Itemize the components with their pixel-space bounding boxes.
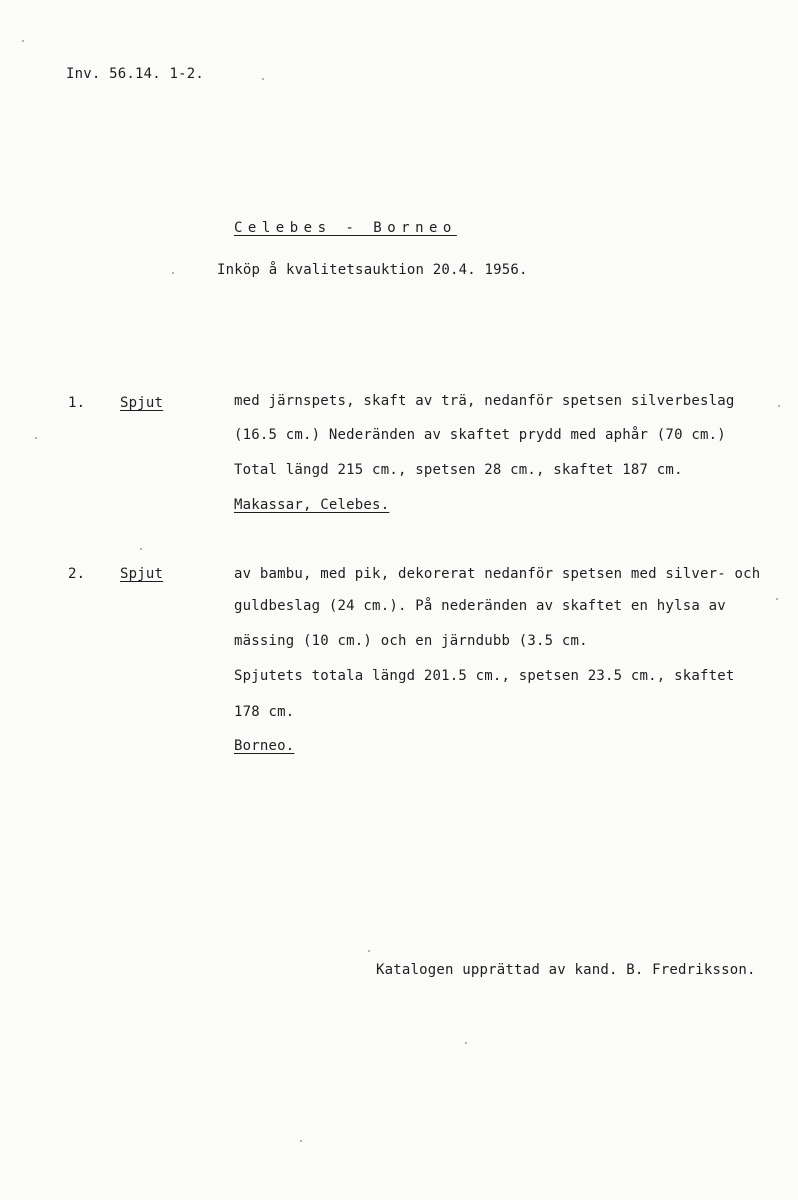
item-description-line: av bambu, med pik, dekorerat nedanför spetsen med silver- och: [234, 566, 761, 582]
item-description-line: 178 cm.: [234, 704, 295, 720]
item-description-line: (16.5 cm.) Nederänden av skaftet prydd med aphår (70 cm.): [234, 427, 726, 443]
item-name: Spjut: [120, 566, 164, 582]
scan-speck: [368, 950, 370, 952]
inventory-number: Inv. 56.14. 1-2.: [66, 66, 205, 82]
item-origin: Borneo.: [234, 738, 295, 754]
item-number: 2.: [68, 566, 86, 582]
document-subtitle: Inköp å kvalitetsauktion 20.4. 1956.: [217, 262, 528, 278]
item-description-line: guldbeslag (24 cm.). På nederänden av skaftet en hylsa av: [234, 598, 726, 614]
item-description-line: Spjutets totala längd 201.5 cm., spetsen 23.5 cm., skaftet: [234, 668, 735, 684]
document-title: Celebes - Borneo: [234, 220, 457, 236]
item-origin: Makassar, Celebes.: [234, 497, 390, 513]
item-description-line: mässing (10 cm.) och en järndubb (3.5 cm.: [234, 633, 588, 649]
item-name: Spjut: [120, 395, 164, 411]
scan-speck: [172, 272, 174, 274]
scan-speck: [465, 1042, 467, 1044]
scan-speck: [140, 548, 142, 550]
item-description-line: med järnspets, skaft av trä, nedanför spetsen silverbeslag: [234, 393, 735, 409]
catalog-footer: Katalogen upprättad av kand. B. Fredriksson.: [376, 962, 756, 978]
item-description-line: Total längd 215 cm., spetsen 28 cm., skaftet 187 cm.: [234, 462, 683, 478]
scan-speck: [35, 437, 37, 439]
scan-speck: [300, 1140, 302, 1142]
scan-speck: [262, 78, 264, 80]
scan-speck: [22, 40, 24, 42]
scan-speck: [778, 405, 780, 407]
item-number: 1.: [68, 395, 86, 411]
scan-speck: [776, 598, 778, 600]
